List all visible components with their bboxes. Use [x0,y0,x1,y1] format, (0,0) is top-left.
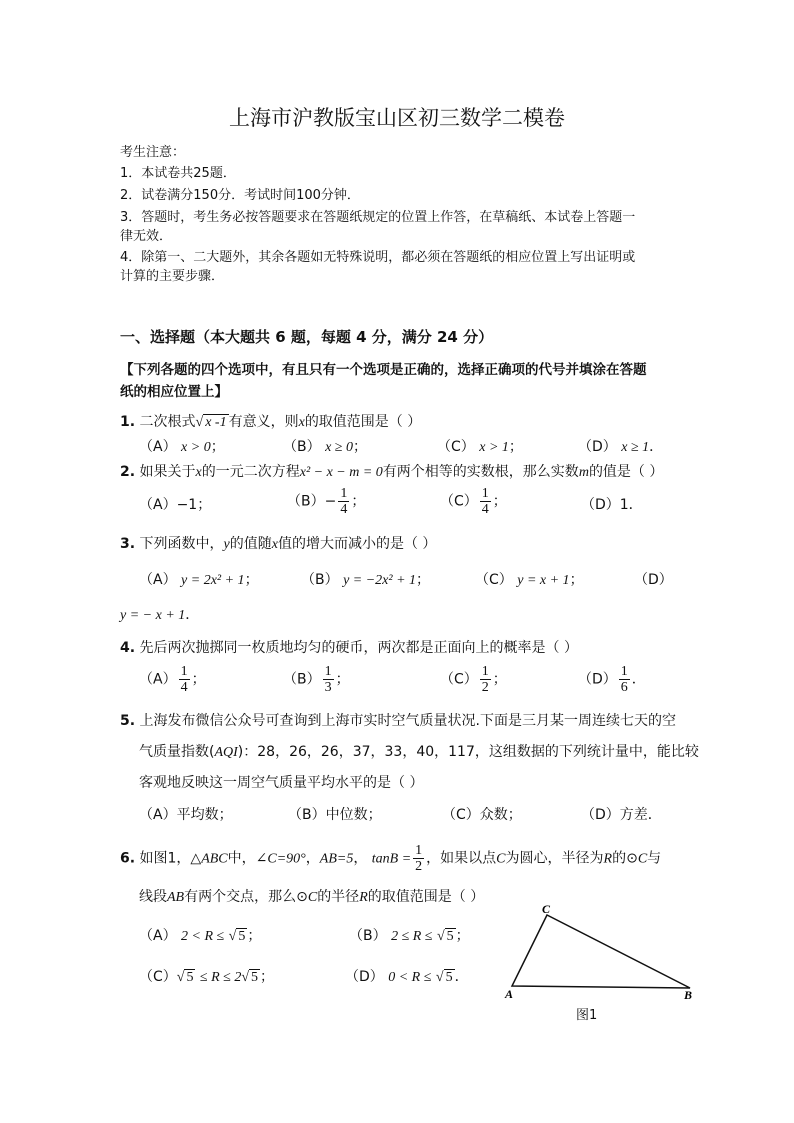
q6-option-c[interactable]: （C）√ 5 ≤ R ≤ 2√ 5 ； [139,969,275,985]
page-title: 上海市沪教版宝山区初三数学二模卷 [229,106,565,130]
vertex-label-a: A [505,987,514,1001]
question-5-line3: 客观地反映这一周空气质量平均水平的是（ ） [139,775,424,791]
fraction: $\frac{1}{4}$ [340,486,348,517]
q2-option-a[interactable]: （A）−1； [139,497,212,513]
question-5: 5. 上海发布微信公众号可查询到上海市实时空气质量状况.下面是三月某一周连续七天的空 [120,713,676,729]
q2-option-c[interactable]: （C） $\frac{1}{4}$ ； [440,486,507,517]
q4-option-d[interactable]: （D） $\frac{1}{6}$ ． [578,664,646,695]
triangle-abc [512,915,690,988]
notice-item-4: 4．除第一、二大题外，其余各题如无特殊说明，都必须在答题纸的相应位置上写出证明或 [120,250,636,265]
notice-item-2: 2．试卷满分150分．考试时间100分钟． [120,188,360,203]
q6-option-d[interactable]: （D） 0 < R ≤ √ 5 ． [345,969,469,985]
q4-option-b[interactable]: （B） $\frac{1}{3}$ ； [283,664,350,695]
q5-option-d[interactable]: （D）方差． [581,807,662,823]
question-1: 1. 二次根式√ x -1 有意义，则x的取值范围是（ ） [120,414,422,430]
q3-option-a[interactable]: （A） y = 2x² + 1； [139,572,259,588]
vertex-label-b: B [684,988,693,1002]
q1-option-b[interactable]: （B） x ≥ 0； [283,439,367,455]
q6-option-b[interactable]: （B） 2 ≤ R ≤ √ 5 ； [349,928,470,944]
q3-option-c[interactable]: （C） y = x + 1； [475,572,584,588]
notice-item-3-cont: 律无效． [120,229,173,244]
section-instruction: 【下列各题的四个选项中，有且只有一个选项是正确的，选择正确项的代号并填涂在答题 [120,362,647,378]
question-number: 1. [120,414,136,430]
question-3: 3. 下列函数中，y的值随x值的增大而减小的是（ ） [120,536,437,552]
section-heading: 一、选择题（本大题共 6 题，每题 4 分，满分 24 分） [120,328,494,346]
q4-option-c[interactable]: （C） $\frac{1}{2}$ ； [440,664,507,695]
fraction: $\frac{1}{2}$ [415,843,423,874]
notice-item-3: 3．答题时，考生务必按答题要求在答题纸规定的位置上作答，在草稿纸、本试卷上答题一 [120,210,636,225]
q5-option-b[interactable]: （B）中位数； [288,807,382,823]
section-instruction-cont: 纸的相应位置上】 [120,384,228,400]
figure-caption: 图1 [576,1008,598,1023]
q3-option-d-formula: y = − x + 1． [120,607,200,623]
vertex-label-c: C [542,902,551,916]
triangle-figure [500,900,700,1010]
question-5-line2: 气质量指数(AQI)：28，26，26，37，33，40，117，这组数据的下列统计量中，能比较 [139,744,699,760]
q6-option-a[interactable]: （A） 2 < R ≤ √ 5 ； [139,928,262,944]
q1-option-d[interactable]: （D） x ≥ 1． [578,439,664,455]
q3-option-d[interactable]: （D） [634,572,673,588]
q1-option-c[interactable]: （C） x > 1； [437,439,523,455]
notice-item-1: 1．本试卷共25题． [120,166,236,181]
radical: √ x -1 [195,415,227,430]
q3-option-b[interactable]: （B） y = −2x² + 1； [301,572,431,588]
q5-option-a[interactable]: （A）平均数； [139,807,233,823]
q2-option-d[interactable]: （D）1． [581,497,643,513]
question-4: 4. 先后两次抛掷同一枚质地均匀的硬币，两次都是正面向上的概率是（ ） [120,640,578,656]
q4-option-a[interactable]: （A） $\frac{1}{4}$ ； [139,664,206,695]
question-6-line2: 线段AB有两个交点，那么⊙C的半径R的取值范围是（ ） [139,889,485,905]
notice-heading: 考生注意： [120,145,186,160]
q1-option-a[interactable]: （A） x > 0； [139,439,225,455]
question-6: 6. 如图1，△ABC中，∠C=90°，AB=5， tanB = $\frac{1}{2}$ ，如果以点C为圆心，半径为R的⊙C与 [120,843,662,874]
notice-item-4-cont: 计算的主要步骤． [120,269,225,284]
question-2: 2. 如果关于x的一元二次方程x² − x − m = 0有两个相等的实数根，那么实数m的值是（ ） [120,464,664,480]
q5-option-c[interactable]: （C）众数； [442,807,522,823]
fraction: $\frac{1}{4}$ [481,486,489,517]
q2-option-b[interactable]: （B）− $\frac{1}{4}$ ； [287,486,366,517]
